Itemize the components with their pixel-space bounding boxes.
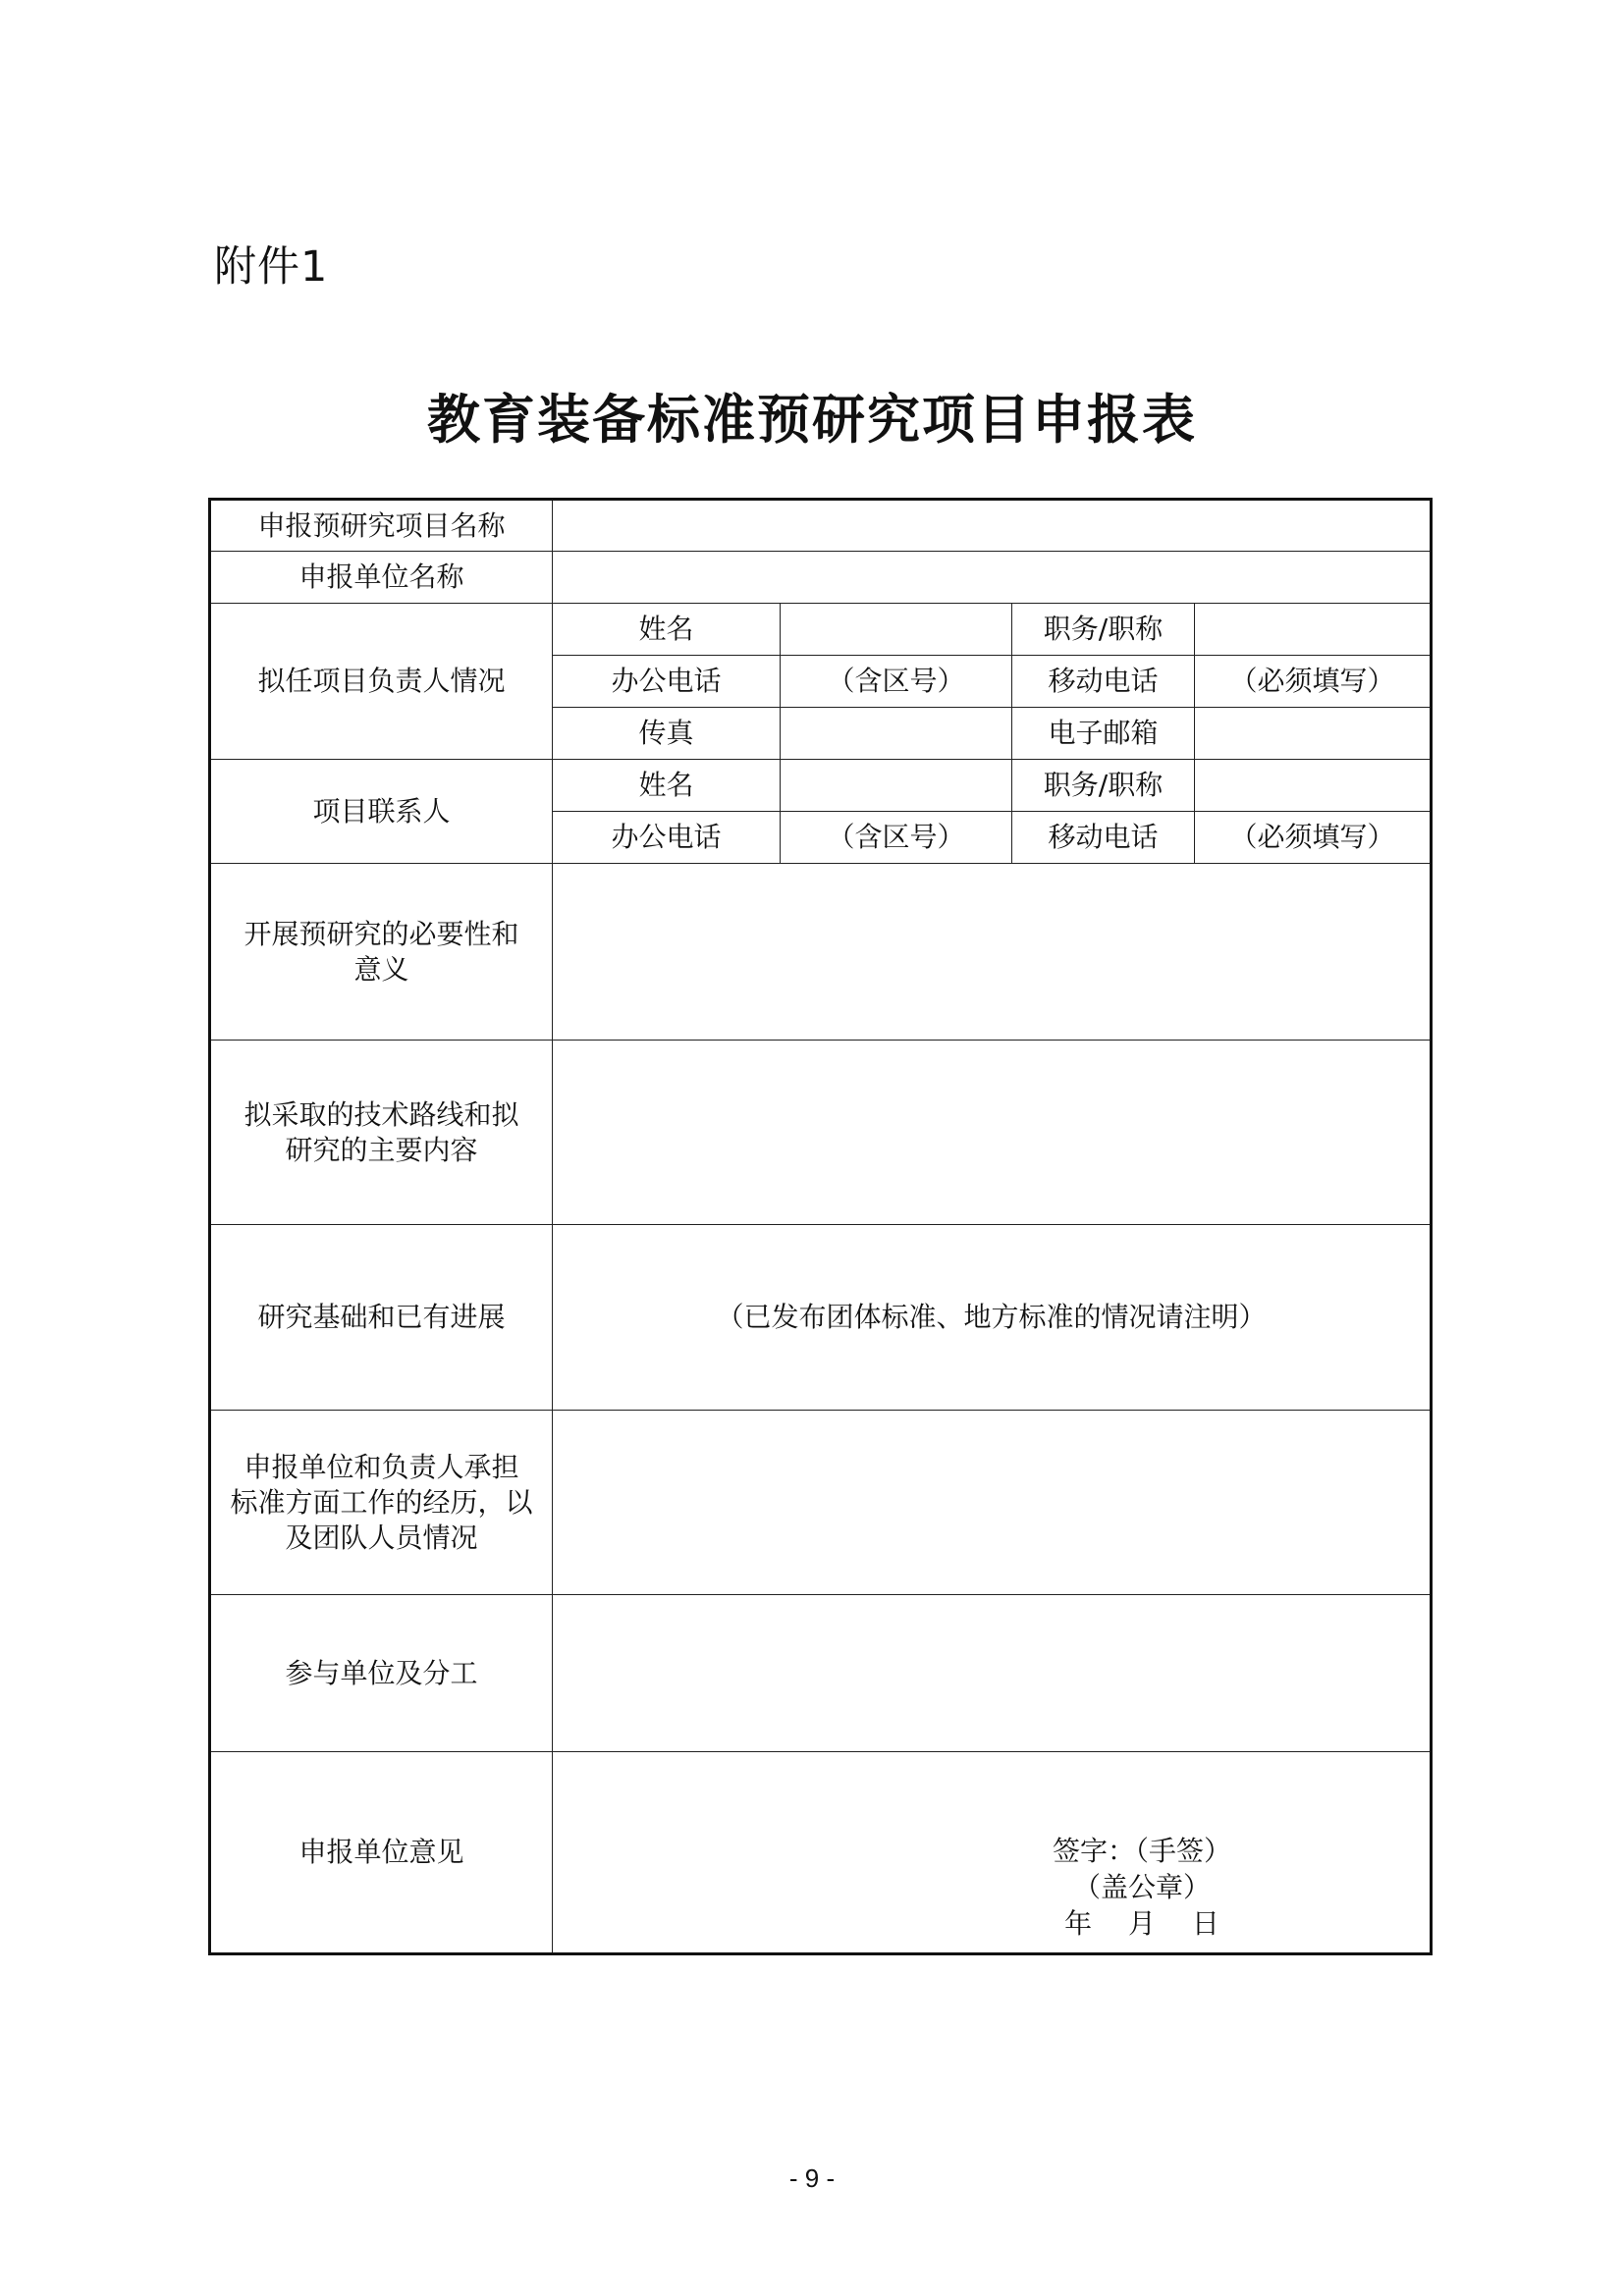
unit-name-field[interactable] (553, 552, 1432, 604)
experience-label-line1: 申报单位和负责人承担 (244, 1450, 519, 1483)
row-experience (210, 1411, 1432, 1595)
contact-mobile-label: 移动电话 (1012, 812, 1195, 864)
leader-title-label: 职务/职称 (1012, 604, 1195, 656)
project-name-field[interactable] (553, 500, 1432, 552)
page-number: - 9 - (788, 2163, 836, 2193)
leader-mobile-field[interactable]: （必须填写） (1195, 656, 1432, 708)
signature-line: 签字：（手签） (1052, 1835, 1231, 1867)
tech-route-field[interactable] (553, 1041, 1432, 1225)
participants-label: 参与单位及分工 (210, 1595, 553, 1752)
necessity-field[interactable] (553, 864, 1432, 1041)
necessity-label (210, 864, 553, 1041)
row-project-name (210, 500, 1432, 552)
foundation-label: 研究基础和已有进展 (210, 1225, 553, 1411)
contact-office-phone-field[interactable]: （含区号） (781, 812, 1012, 864)
project-name-label: 申报预研究项目名称 (210, 500, 553, 552)
contact-section-label: 项目联系人 (210, 760, 553, 864)
contact-office-phone-label: 办公电话 (553, 812, 781, 864)
experience-label-line2: 标准方面工作的经历，以 (230, 1485, 533, 1519)
leader-mobile-label: 移动电话 (1012, 656, 1195, 708)
leader-name-field[interactable] (781, 604, 1012, 656)
leader-email-label: 电子邮箱 (1012, 708, 1195, 760)
experience-label-line3: 及团队人员情况 (285, 1521, 478, 1554)
experience-field[interactable] (553, 1411, 1432, 1595)
row-foundation (210, 1225, 1432, 1411)
leader-office-phone-field[interactable]: （含区号） (781, 656, 1012, 708)
participants-field[interactable] (553, 1595, 1432, 1752)
opinion-label: 申报单位意见 (210, 1752, 553, 1954)
seal-line: （盖公章） (1072, 1871, 1211, 1903)
necessity-label-line2: 意义 (353, 952, 409, 986)
date-line: 年 月 日 (1064, 1907, 1219, 1940)
unit-name-label: 申报单位名称 (210, 552, 553, 604)
row-tech-route (210, 1041, 1432, 1225)
leader-section-label: 拟任项目负责人情况 (210, 604, 553, 760)
row-contact-name (210, 760, 1432, 812)
leader-title-field[interactable] (1195, 604, 1432, 656)
opinion-field[interactable] (553, 1752, 1432, 1954)
row-opinion (210, 1752, 1432, 1954)
contact-mobile-field[interactable]: （必须填写） (1195, 812, 1432, 864)
row-necessity (210, 864, 1432, 1041)
tech-route-label-line2: 研究的主要内容 (285, 1133, 478, 1166)
leader-office-phone-label: 办公电话 (553, 656, 781, 708)
tech-route-label (210, 1041, 553, 1225)
necessity-label-line1: 开展预研究的必要性和 (244, 917, 519, 950)
row-unit-name (210, 552, 1432, 604)
foundation-field[interactable]: （已发布团体标准、地方标准的情况请注明） (553, 1225, 1432, 1411)
application-form-table (208, 498, 1433, 1955)
signature-block (1044, 1833, 1240, 1942)
document-title: 教育装备标准预研究项目申报表 (427, 388, 1197, 451)
leader-name-label: 姓名 (553, 604, 781, 656)
attachment-label: 附件1 (214, 242, 329, 292)
contact-title-field[interactable] (1195, 760, 1432, 812)
experience-label (210, 1411, 553, 1595)
leader-fax-field[interactable] (781, 708, 1012, 760)
contact-name-label: 姓名 (553, 760, 781, 812)
row-leader-name (210, 604, 1432, 656)
leader-email-field[interactable] (1195, 708, 1432, 760)
row-participants (210, 1595, 1432, 1752)
contact-name-field[interactable] (781, 760, 1012, 812)
leader-fax-label: 传真 (553, 708, 781, 760)
contact-title-label: 职务/职称 (1012, 760, 1195, 812)
tech-route-label-line1: 拟采取的技术路线和拟 (244, 1097, 519, 1131)
